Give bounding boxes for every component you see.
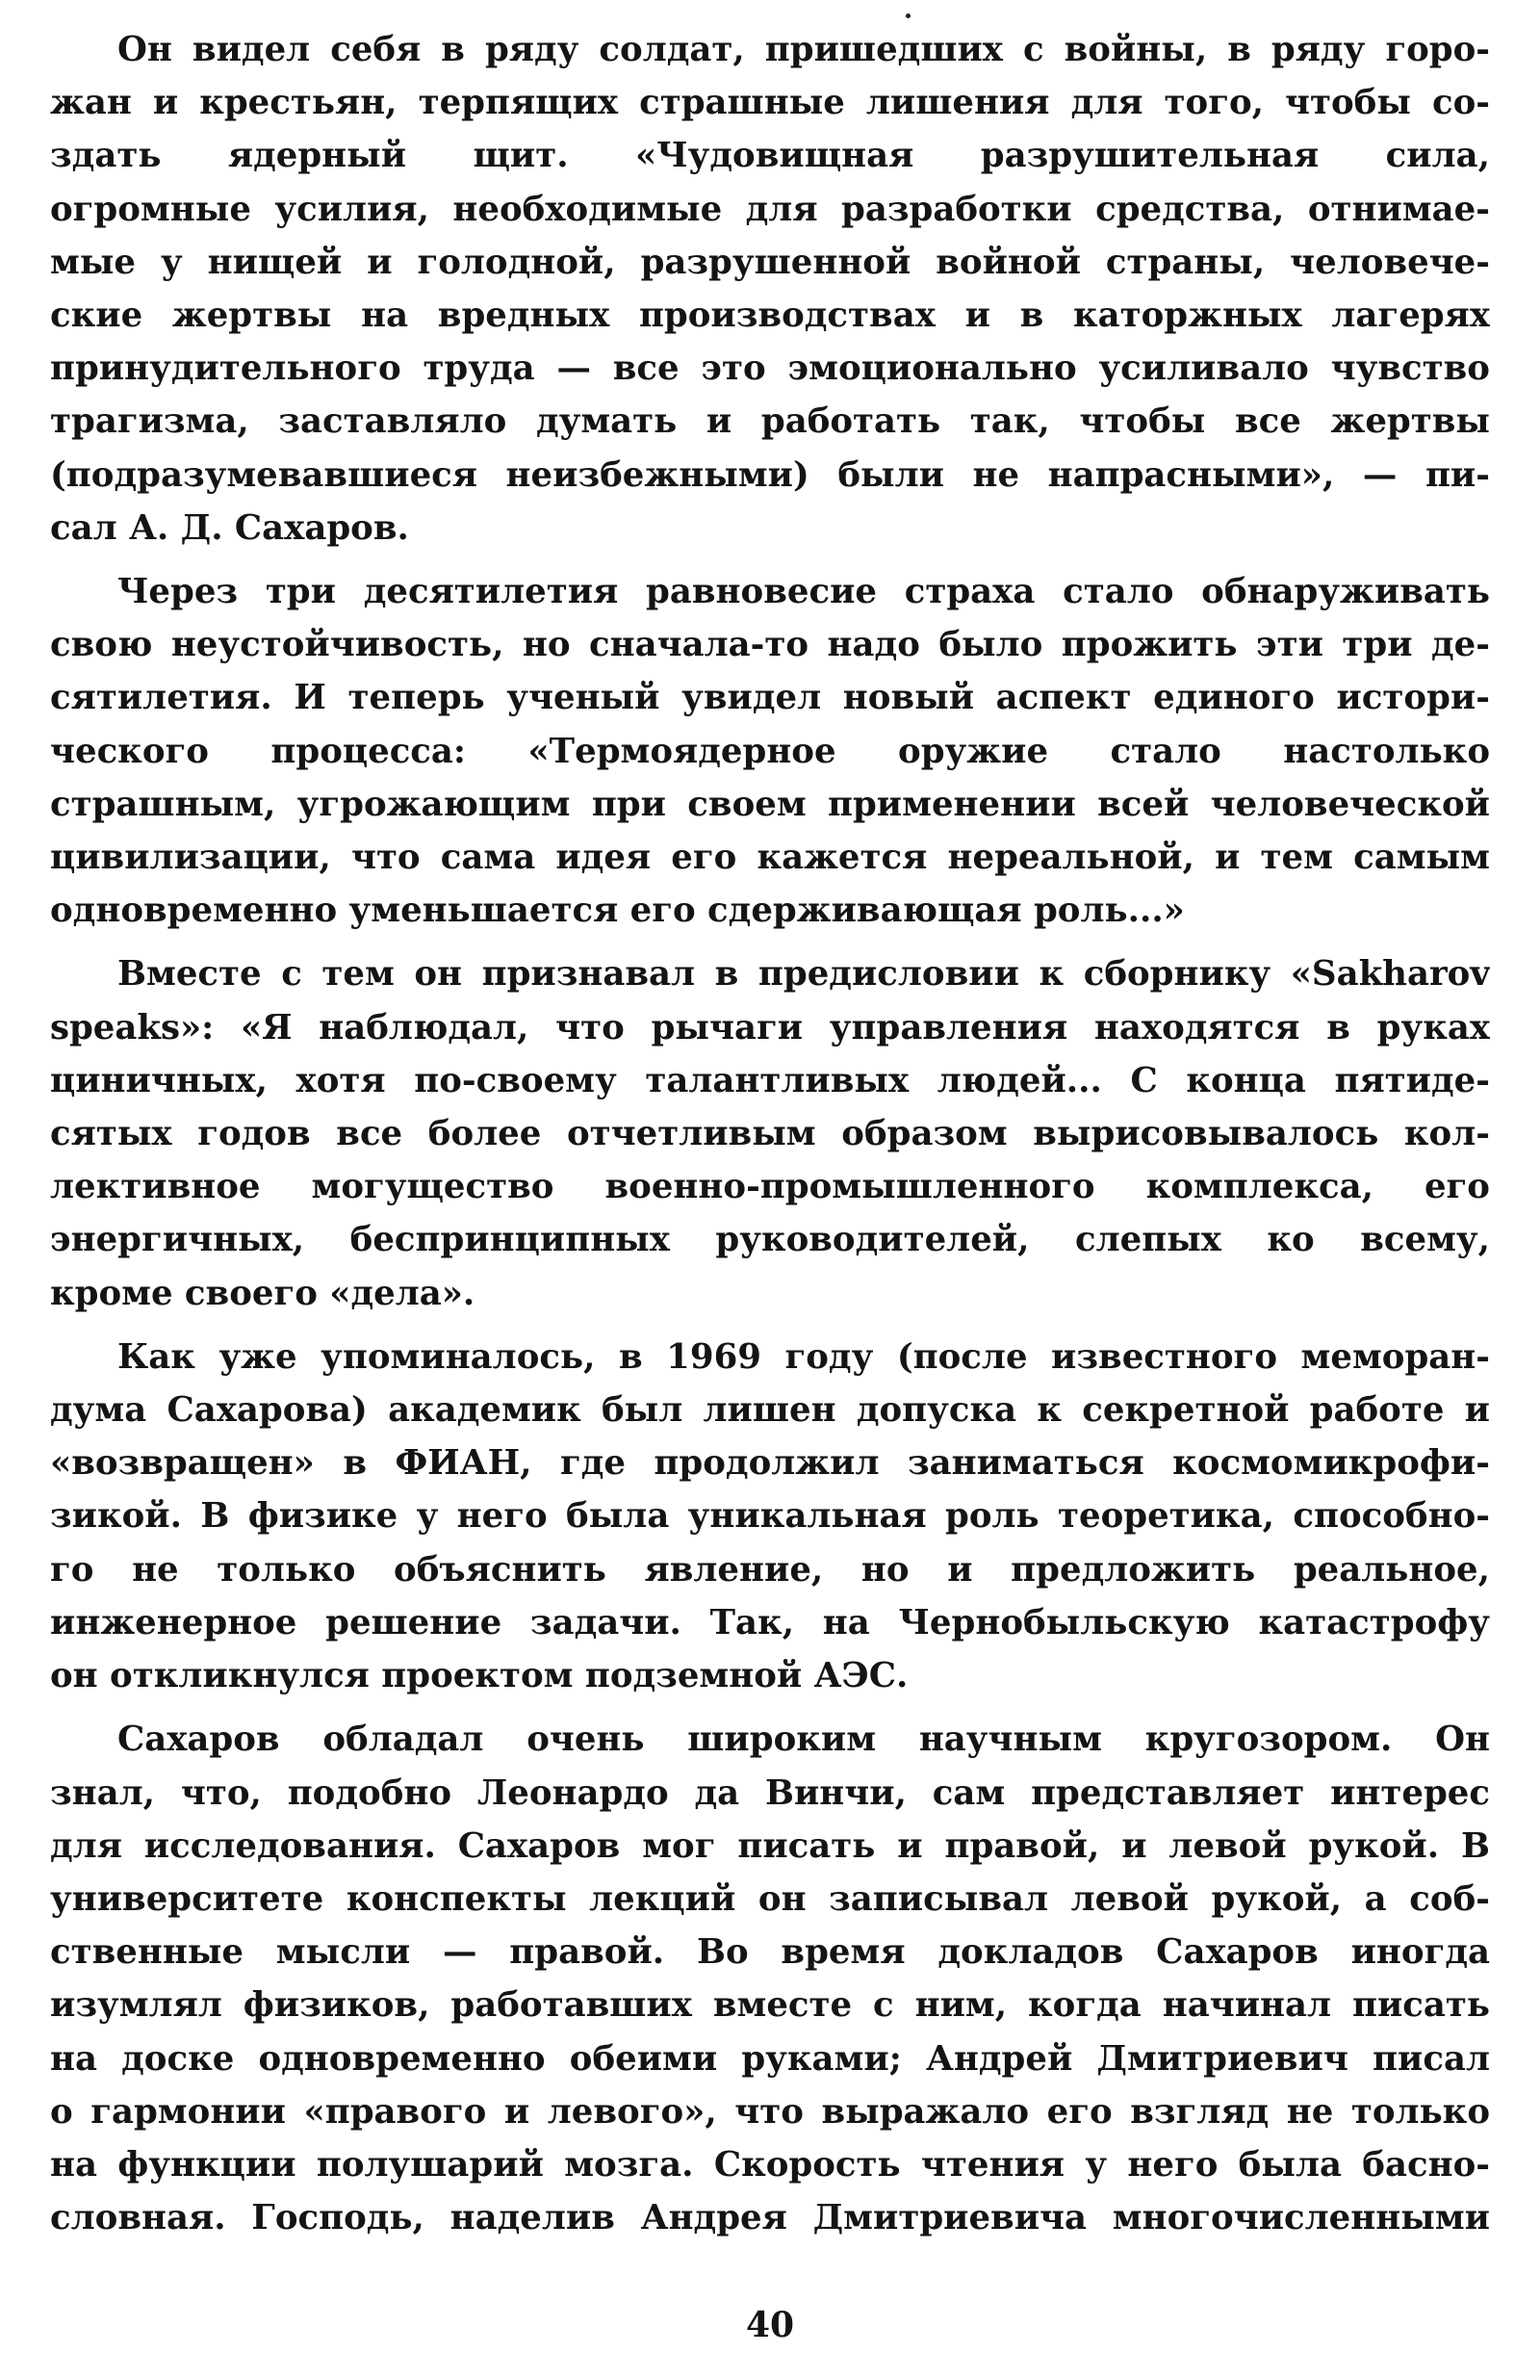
text-line: цивилизации, что сама идея его кажется нереальной, и тем самым bbox=[50, 838, 1490, 878]
text-line: Как уже упоминалось, в 1969 году (после известного меморан- bbox=[117, 1336, 1490, 1377]
text-line: Вместе с тем он признавал в предисловии к сборнику «Sakharov bbox=[117, 954, 1490, 995]
text-line: speaks»: «Я наблюдал, что рычаги управления находятся в руках bbox=[50, 1007, 1490, 1048]
text-line: свою неустойчивость, но сначала-то надо было прожить эти три де- bbox=[50, 625, 1490, 665]
text-line: сятых годов все более отчетливым образом вырисовывалось кол- bbox=[50, 1114, 1490, 1154]
paragraph bbox=[50, 1713, 1490, 2244]
text-line: огромные усилия, необходимые для разработки средства, отнимае- bbox=[50, 189, 1490, 229]
text-line: на доске одновременно обеими руками; Андрей Дмитриевич писал bbox=[50, 2038, 1490, 2079]
text-line: циничных, хотя по-своему талантливых людей... С конца пятиде- bbox=[50, 1060, 1490, 1100]
text-line: го не только объяснить явление, но и предложить реальное, bbox=[50, 1549, 1490, 1590]
text-line: сал А. Д. Сахаров. bbox=[50, 507, 409, 548]
text-line: ские жертвы на вредных производствах и в каторжных лагерях bbox=[50, 296, 1490, 336]
page-number: 40 bbox=[745, 2305, 795, 2345]
text-line: страшным, угрожающим при своем применении всей человеческой bbox=[50, 784, 1490, 824]
text-line: трагизма, заставляло думать и работать так, чтобы все жертвы bbox=[50, 401, 1490, 442]
text-line: «возвращен» в ФИАН, где продолжил заниматься космомикрофи- bbox=[50, 1443, 1490, 1484]
paragraph bbox=[50, 565, 1490, 937]
text-line: изумлял физиков, работавших вместе с ним, когда начинал писать bbox=[50, 1985, 1490, 2026]
text-column bbox=[50, 23, 1490, 2255]
paragraph bbox=[50, 23, 1490, 555]
text-line: знал, что, подобно Леонардо да Винчи, сам представляет интерес bbox=[50, 1772, 1490, 1813]
text-line: Он видел себя в ряду солдат, пришедших с войны, в ряду горо- bbox=[117, 30, 1490, 69]
text-line: (подразумевавшиеся неизбежными) были не напрасными», — пи- bbox=[50, 454, 1490, 495]
text-line: Сахаров обладал очень широким научным кругозором. Он bbox=[117, 1720, 1490, 1760]
text-line: ческого процесса: «Термоядерное оружие стало настолько bbox=[50, 731, 1490, 771]
text-line: на функции полушарий мозга. Скорость чтения у него была басно- bbox=[50, 2144, 1490, 2185]
text-line: здать ядерный щит. «Чудовищная разрушительная сила, bbox=[50, 136, 1490, 176]
text-line: университете конспекты лекций он записывал левой рукой, а соб- bbox=[50, 1878, 1490, 1919]
text-line: он откликнулся проектом подземной АЭС. bbox=[50, 1656, 909, 1696]
paragraph bbox=[50, 1331, 1490, 1702]
text-line: кроме своего «дела». bbox=[50, 1273, 475, 1313]
text-line: Через три десятилетия равновесие страха стало обнаруживать bbox=[117, 572, 1490, 612]
text-line: энергичных, беспринципных руководителей, слепых ко всему, bbox=[50, 1220, 1490, 1260]
text-line: дума Сахарова) академик был лишен допуска к секретной работе и bbox=[50, 1390, 1490, 1431]
text-line: одновременно уменьшается его сдерживающая роль...» bbox=[50, 891, 1185, 931]
text-line: ственные мысли — правой. Во время докладов Сахаров иногда bbox=[50, 1932, 1490, 1973]
text-line: сятилетия. И теперь ученый увидел новый аспект единого истори- bbox=[50, 678, 1490, 718]
text-line: принудительного труда — все это эмоционально усиливало чувство bbox=[50, 349, 1490, 389]
text-line: жан и крестьян, терпящих страшные лишения для того, чтобы со- bbox=[50, 83, 1490, 123]
text-line: словная. Господь, наделив Андрея Дмитриевича многочисленными bbox=[50, 2198, 1490, 2238]
text-line: для исследования. Сахаров мог писать и правой, и левой рукой. В bbox=[50, 1825, 1490, 1866]
paragraph bbox=[50, 947, 1490, 1319]
print-speck bbox=[906, 13, 911, 18]
text-line: инженерное решение задачи. Так, на Чернобыльскую катастрофу bbox=[50, 1602, 1490, 1643]
text-line: лективное могущество военно-промышленного комплекса, его bbox=[50, 1167, 1490, 1207]
text-line: мые у нищей и голодной, разрушенной войной страны, человече- bbox=[50, 242, 1490, 282]
text-line: о гармонии «правого и левого», что выражало его взгляд не только bbox=[50, 2091, 1490, 2132]
text-line: зикой. В физике у него была уникальная роль теоретика, способно- bbox=[50, 1496, 1490, 1537]
